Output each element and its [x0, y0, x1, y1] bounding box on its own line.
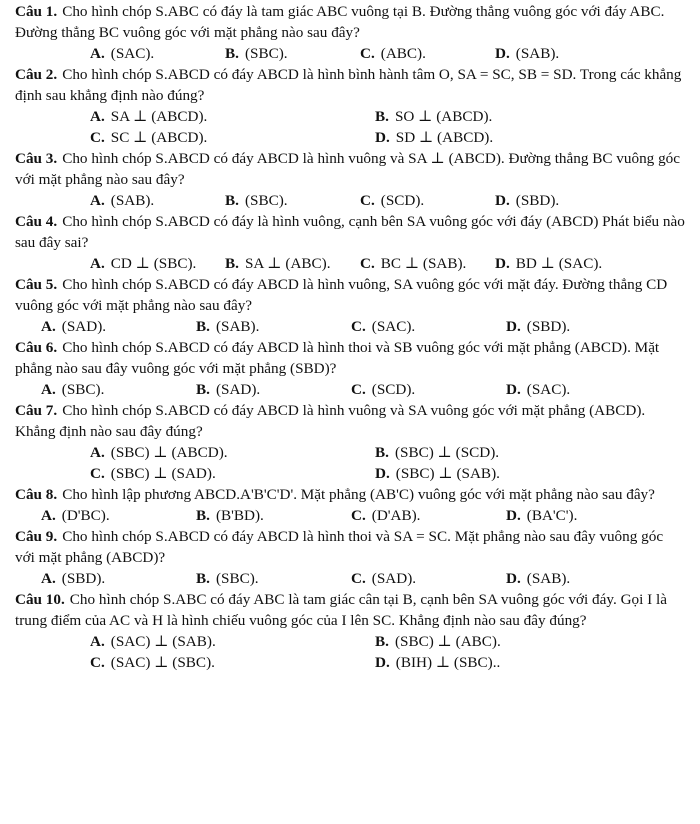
answer-option-b[interactable] — [196, 505, 351, 526]
option-label: D. — [375, 129, 390, 146]
question-8 — [15, 484, 686, 526]
option-label: C. — [360, 45, 375, 62]
question-number: Câu 4. — [15, 213, 58, 230]
answer-options — [41, 316, 686, 337]
option-label: A. — [41, 570, 56, 587]
option-text: (SAB). — [215, 318, 260, 335]
answer-option-b[interactable] — [225, 43, 360, 64]
option-label: B. — [196, 381, 210, 398]
answer-option-a[interactable] — [41, 505, 196, 526]
option-label: A. — [90, 255, 105, 272]
question-text: Cho hình chóp S.ABCD có đáy là hình vuông, cạnh bên SA vuông góc với đáy (ABCD) Phát biểu nào sau đây sai? — [15, 213, 685, 251]
answer-option-c[interactable] — [351, 568, 506, 589]
option-label: D. — [495, 45, 510, 62]
option-text: (BA'C'). — [526, 507, 578, 524]
answer-option-c[interactable] — [90, 463, 375, 484]
answer-option-a[interactable] — [41, 316, 196, 337]
option-text: CD ⊥ (SBC). — [110, 255, 197, 272]
question-number: Câu 5. — [15, 276, 58, 293]
answer-option-c[interactable] — [351, 379, 506, 400]
answer-options — [41, 379, 686, 400]
option-text: SA ⊥ (ABC). — [244, 255, 331, 272]
answer-option-c[interactable] — [351, 316, 506, 337]
question-stem — [15, 400, 686, 442]
option-label: A. — [90, 633, 105, 650]
answer-option-b[interactable] — [225, 253, 360, 274]
option-text: (SBC). — [61, 381, 105, 398]
answer-option-d[interactable] — [506, 505, 661, 526]
option-text: (SBC) ⊥ (ABC). — [394, 633, 501, 650]
question-number: Câu 2. — [15, 66, 58, 83]
answer-option-d[interactable] — [375, 463, 635, 484]
option-label: A. — [41, 507, 56, 524]
question-1 — [15, 1, 686, 64]
option-label: D. — [495, 255, 510, 272]
answer-options — [90, 190, 686, 211]
answer-option-c[interactable] — [360, 43, 495, 64]
answer-options — [41, 505, 686, 526]
option-text: (SAB). — [110, 192, 155, 209]
option-text: (SAD). — [61, 318, 107, 335]
question-text: Cho hình chóp S.ABCD có đáy ABCD là hình vuông, SA vuông góc với mặt đáy. Đường thẳng CD vuông góc với mặt phẳng nào sau đây? — [15, 276, 668, 314]
option-text: (SCD). — [371, 381, 416, 398]
answer-option-d[interactable] — [506, 316, 661, 337]
option-text: SO ⊥ (ABCD). — [394, 108, 493, 125]
question-6 — [15, 337, 686, 400]
question-text: Cho hình chóp S.ABCD có đáy ABCD là hình vuông và SA vuông góc với mặt phẳng (ABCD). Khẳng định nào sau đây đúng? — [15, 402, 646, 440]
question-text: Cho hình chóp S.ABCD có đáy ABCD là hình bình hành tâm O, SA = SC, SB = SD. Trong các khẳng định sau khẳng định nào đúng? — [15, 66, 682, 104]
answer-options — [90, 442, 686, 484]
question-number: Câu 10. — [15, 591, 65, 608]
question-4 — [15, 211, 686, 274]
option-text: (B'BD). — [215, 507, 264, 524]
option-label: C. — [90, 129, 105, 146]
option-label: B. — [375, 444, 389, 461]
option-label: A. — [41, 318, 56, 335]
question-5 — [15, 274, 686, 337]
answer-options — [90, 106, 686, 148]
answer-option-c[interactable] — [90, 127, 375, 148]
option-text: (SCD). — [380, 192, 425, 209]
option-text: (SBC) ⊥ (SAB). — [395, 465, 500, 482]
question-stem — [15, 589, 686, 631]
question-stem — [15, 484, 686, 505]
answer-option-d[interactable] — [495, 43, 630, 64]
question-number: Câu 8. — [15, 486, 58, 503]
question-3 — [15, 148, 686, 211]
option-text: (SBC) ⊥ (SCD). — [394, 444, 500, 461]
option-text: (SAC). — [110, 45, 155, 62]
answer-option-b[interactable] — [196, 316, 351, 337]
answer-option-c[interactable] — [90, 652, 375, 673]
option-label: A. — [90, 108, 105, 125]
option-text: (D'BC). — [61, 507, 110, 524]
answer-options — [41, 568, 686, 589]
question-7 — [15, 400, 686, 484]
answer-option-a[interactable] — [90, 631, 375, 652]
option-label: A. — [41, 381, 56, 398]
answer-option-b[interactable] — [375, 442, 635, 463]
option-label: D. — [375, 465, 390, 482]
option-label: C. — [360, 192, 375, 209]
question-stem — [15, 526, 686, 568]
question-number: Câu 9. — [15, 528, 58, 545]
option-label: B. — [375, 633, 389, 650]
option-text: (SAD). — [215, 381, 261, 398]
question-stem — [15, 211, 686, 253]
question-text: Cho hình lập phương ABCD.A'B'C'D'. Mặt phẳng (AB'C) vuông góc với mặt phẳng nào sau đây? — [62, 486, 655, 503]
option-label: D. — [506, 507, 521, 524]
option-label: C. — [90, 465, 105, 482]
question-stem — [15, 64, 686, 106]
option-label: B. — [375, 108, 389, 125]
question-stem — [15, 1, 686, 43]
option-text: (SAB). — [515, 45, 560, 62]
option-label: D. — [506, 570, 521, 587]
option-text: (SBC). — [244, 192, 288, 209]
option-label: B. — [225, 45, 239, 62]
option-text: (SBD). — [61, 570, 106, 587]
question-number: Câu 7. — [15, 402, 58, 419]
option-text: (SAC) ⊥ (SAB). — [110, 633, 216, 650]
answer-option-a[interactable] — [41, 379, 196, 400]
option-label: D. — [506, 381, 521, 398]
option-label: C. — [351, 381, 366, 398]
option-text: SA ⊥ (ABCD). — [110, 108, 208, 125]
answer-option-b[interactable] — [196, 568, 351, 589]
answer-option-c[interactable] — [351, 505, 506, 526]
option-text: (SAB). — [526, 570, 571, 587]
question-stem — [15, 337, 686, 379]
answer-option-d[interactable] — [495, 253, 630, 274]
answer-option-d[interactable] — [506, 379, 661, 400]
option-text: (SBC) ⊥ (SAD). — [110, 465, 216, 482]
question-text: Cho hình chóp S.ABC có đáy ABC là tam giác cân tại B, cạnh bên SA vuông góc với đáy. Gọi I là trung điểm của AC và H là hình chiếu vuông góc của I lên SC. Khẳng định nào sau đây đúng? — [15, 591, 667, 629]
question-stem — [15, 148, 686, 190]
answer-option-d[interactable] — [375, 652, 635, 673]
answer-option-c[interactable] — [360, 253, 495, 274]
option-label: C. — [351, 318, 366, 335]
question-number: Câu 6. — [15, 339, 58, 356]
question-9 — [15, 526, 686, 589]
answer-option-b[interactable] — [225, 190, 360, 211]
option-label: D. — [375, 654, 390, 671]
answer-option-b[interactable] — [375, 631, 635, 652]
answer-options — [90, 631, 686, 673]
option-label: A. — [90, 444, 105, 461]
option-label: C. — [351, 570, 366, 587]
option-label: B. — [225, 255, 239, 272]
option-label: B. — [196, 570, 210, 587]
question-2 — [15, 64, 686, 148]
answer-option-a[interactable] — [90, 190, 225, 211]
answer-option-a[interactable] — [41, 568, 196, 589]
option-label: A. — [90, 192, 105, 209]
answer-options — [90, 43, 686, 64]
option-label: C. — [360, 255, 375, 272]
option-text: (SBD). — [515, 192, 560, 209]
question-10 — [15, 589, 686, 673]
option-label: B. — [225, 192, 239, 209]
option-text: (SBC). — [215, 570, 259, 587]
answer-option-a[interactable] — [90, 253, 225, 274]
option-text: (SAC). — [371, 318, 416, 335]
question-text: Cho hình chóp S.ABCD có đáy ABCD là hình thoi và SB vuông góc với mặt phẳng (ABCD). Mặt phẳng nào sau đây vuông góc với mặt phẳng (SBD)? — [15, 339, 660, 377]
answer-option-b[interactable] — [196, 379, 351, 400]
option-text: (SAC). — [526, 381, 571, 398]
option-text: (SBC). — [244, 45, 288, 62]
option-text: SD ⊥ (ABCD). — [395, 129, 494, 146]
option-label: A. — [90, 45, 105, 62]
option-label: D. — [495, 192, 510, 209]
option-text: BD ⊥ (SAC). — [515, 255, 603, 272]
option-text: SC ⊥ (ABCD). — [110, 129, 208, 146]
answer-options — [90, 253, 686, 274]
answer-option-d[interactable] — [495, 190, 630, 211]
answer-option-c[interactable] — [360, 190, 495, 211]
option-text: BC ⊥ (SAB). — [380, 255, 467, 272]
answer-option-a[interactable] — [90, 442, 375, 463]
option-text: (SAD). — [371, 570, 417, 587]
option-label: D. — [506, 318, 521, 335]
question-stem — [15, 274, 686, 316]
answer-option-d[interactable] — [375, 127, 635, 148]
option-label: C. — [351, 507, 366, 524]
option-text: (ABC). — [380, 45, 426, 62]
option-label: C. — [90, 654, 105, 671]
option-text: (SAC) ⊥ (SBC). — [110, 654, 215, 671]
option-label: B. — [196, 318, 210, 335]
question-text: Cho hình chóp S.ABCD có đáy ABCD là hình thoi và SA = SC. Mặt phẳng nào sau đây vuông góc với mặt phẳng (ABCD)? — [15, 528, 664, 566]
option-text: (D'AB). — [371, 507, 421, 524]
question-text: Cho hình chóp S.ABCD có đáy ABCD là hình vuông và SA ⊥ (ABCD). Đường thẳng BC vuông góc với mặt phẳng nào sau đây? — [15, 150, 680, 188]
answer-option-a[interactable] — [90, 106, 375, 127]
question-number: Câu 3. — [15, 150, 58, 167]
answer-option-a[interactable] — [90, 43, 225, 64]
answer-option-b[interactable] — [375, 106, 635, 127]
option-text: (SBC) ⊥ (ABCD). — [110, 444, 228, 461]
option-text: (BIH) ⊥ (SBC).. — [395, 654, 501, 671]
option-text: (SBD). — [526, 318, 571, 335]
answer-option-d[interactable] — [506, 568, 661, 589]
question-text: Cho hình chóp S.ABC có đáy là tam giác ABC vuông tại B. Đường thẳng vuông góc với đáy ABC. Đường thẳng BC vuông góc với mặt phẳng nào sau đây? — [15, 3, 665, 41]
question-number: Câu 1. — [15, 3, 58, 20]
option-label: B. — [196, 507, 210, 524]
